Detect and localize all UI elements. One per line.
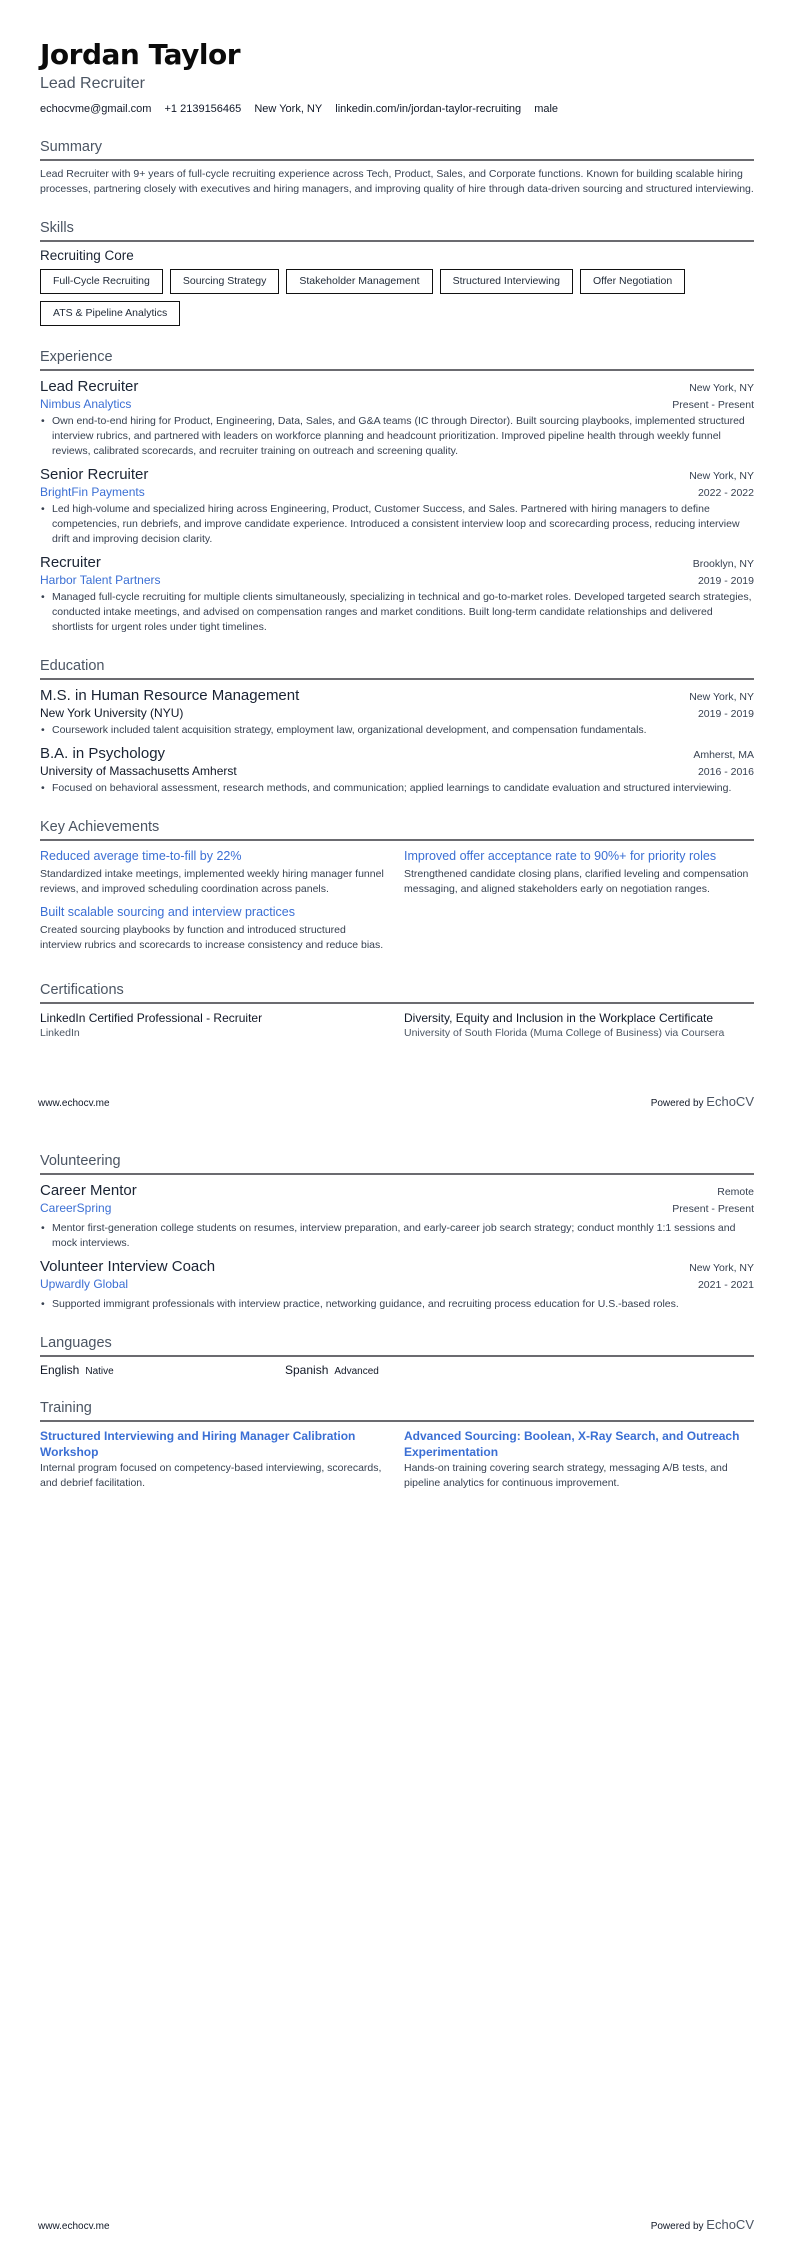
footer-powered-by: Powered by EchoCV	[650, 1094, 754, 1109]
achievement-desc: Strengthened candidate closing plans, clarified leveling and compensation messaging, and aligned stakeholders early on negotiation ranges.	[404, 868, 749, 895]
language-name: Spanish	[285, 1363, 329, 1377]
page-footer	[38, 2217, 754, 2232]
volunteer-dates: 2021 - 2021	[697, 1279, 754, 1291]
candidate-name: Jordan Taylor	[40, 38, 240, 71]
volunteer-org[interactable]: Upwardly Global	[40, 1277, 129, 1291]
contact-gender: male	[534, 103, 559, 115]
achievement-title: Built scalable sourcing and interview practices	[40, 905, 295, 919]
section-title: Training	[40, 1399, 754, 1422]
footer-brand[interactable]: EchoCV	[706, 2217, 754, 2232]
school-name: University of Massachusetts Amherst	[40, 764, 237, 778]
languages-section	[40, 1334, 754, 1377]
job-dates: 2022 - 2022	[697, 487, 754, 499]
volunteer-role: Career Mentor	[40, 1182, 137, 1199]
skill-tag: Structured Interviewing	[440, 269, 573, 294]
contact-location: New York, NY	[254, 103, 323, 115]
skill-tag: Full-Cycle Recruiting	[40, 269, 163, 294]
school-dates: 2016 - 2016	[697, 766, 754, 778]
section-title: Summary	[40, 138, 754, 161]
page-footer	[38, 1094, 754, 1109]
volunteer-bullet: • Supported immigrant professionals with interview practice, networking guidance, and recruiting process education for U.S.-based roles.	[40, 1297, 754, 1312]
volunteer-entry	[40, 1181, 754, 1251]
volunteer-dates: Present - Present	[672, 1203, 754, 1215]
footer-brand[interactable]: EchoCV	[706, 1094, 754, 1109]
school-name: New York University (NYU)	[40, 706, 184, 720]
volunteer-org[interactable]: CareerSpring	[40, 1201, 112, 1215]
summary-text: Lead Recruiter with 9+ years of full-cycle recruiting experience across Tech, Product, Sales, and Corporate functions. Known for building scalable hiring processes, partnering closely with executives and hiring managers, and improving quality of hire through data-driven sourcing and structured interviewing.	[40, 168, 754, 195]
section-title: Certifications	[40, 981, 754, 1004]
footer-website[interactable]: www.echocv.me	[38, 2221, 110, 2232]
skill-tags	[40, 269, 754, 326]
language-level: Native	[85, 1366, 114, 1377]
contact-email[interactable]: echocvme@gmail.com	[40, 103, 152, 115]
education-bullet: • Focused on behavioral assessment, research methods, and communication; applied learnings to candidate evaluation and structured interviewing.	[40, 781, 754, 796]
certification-item	[404, 1010, 754, 1041]
certification-issuer: LinkedIn	[40, 1027, 80, 1039]
training-item	[40, 1428, 390, 1491]
section-title: Key Achievements	[40, 818, 754, 841]
section-title: Languages	[40, 1334, 754, 1357]
skills-section	[40, 219, 754, 326]
job-location: New York, NY	[689, 382, 754, 394]
volunteer-role: Volunteer Interview Coach	[40, 1258, 216, 1275]
certification-title: Diversity, Equity and Inclusion in the Workplace Certificate	[404, 1011, 714, 1025]
section-title: Volunteering	[40, 1152, 754, 1175]
training-item	[404, 1428, 754, 1491]
training-desc: Hands-on training covering search strategy, messaging A/B tests, and pipeline analytics for continuous improvement.	[404, 1462, 728, 1489]
section-title: Education	[40, 657, 754, 680]
volunteer-location: New York, NY	[689, 1262, 754, 1274]
language-item	[285, 1363, 530, 1377]
education-entry	[40, 686, 754, 738]
volunteering-section	[40, 1152, 754, 1312]
training-title: Advanced Sourcing: Boolean, X-Ray Search, and Outreach Experimentation	[404, 1429, 740, 1459]
job-company[interactable]: Nimbus Analytics	[40, 397, 132, 411]
footer-powered-by: Powered by EchoCV	[650, 2217, 754, 2232]
certifications-section	[40, 981, 754, 1041]
education-entry	[40, 744, 754, 796]
job-bullet: • Led high-volume and specialized hiring across Engineering, Product, Customer Success, and Sales. Partnered with hiring managers to define competencies, run debriefs, and improve candidate experience. Introduced a consistent interview loop and scorecarding process, reducing interview drift and improving decision clarity.	[40, 502, 754, 547]
school-dates: 2019 - 2019	[697, 708, 754, 720]
job-bullet: • Managed full-cycle recruiting for multiple clients simultaneously, specializing in technical and go-to-market roles. Developed targeted search strategies, conducted intake meetings, and advised on compensation ranges and market conditions. Built long-term candidate relationships and delivered shortlists for urgent roles under tight timelines.	[40, 590, 754, 635]
training-title: Structured Interviewing and Hiring Manager Calibration Workshop	[40, 1429, 356, 1459]
language-item	[40, 1363, 285, 1377]
achievement-desc: Standardized intake meetings, implemented weekly hiring manager funnel reviews, and improved scheduling coordination across panels.	[40, 868, 384, 895]
section-title: Experience	[40, 348, 754, 371]
achievement-item	[40, 847, 390, 897]
achievements-section	[40, 818, 754, 959]
section-title: Skills	[40, 219, 754, 242]
job-company[interactable]: Harbor Talent Partners	[40, 573, 161, 587]
achievement-title: Reduced average time-to-fill by 22%	[40, 849, 242, 863]
education-bullet: • Coursework included talent acquisition strategy, employment law, organizational development, and compensation fundamentals.	[40, 723, 754, 738]
achievement-item	[40, 903, 390, 953]
job-role: Senior Recruiter	[40, 466, 149, 483]
experience-section	[40, 348, 754, 635]
skill-tag: ATS & Pipeline Analytics	[40, 301, 180, 326]
skill-tag: Offer Negotiation	[580, 269, 685, 294]
language-name: English	[40, 1363, 80, 1377]
footer-website[interactable]: www.echocv.me	[38, 1098, 110, 1109]
experience-entry	[40, 553, 754, 635]
contact-line	[40, 102, 754, 116]
job-role: Lead Recruiter	[40, 378, 139, 395]
contact-phone[interactable]: +1 2139156465	[164, 103, 242, 115]
school-location: New York, NY	[689, 691, 754, 703]
skill-group-title: Recruiting Core	[40, 248, 134, 263]
job-bullet: • Own end-to-end hiring for Product, Engineering, Data, Sales, and G&A teams (IC through Director). Built sourcing playbooks, implemented structured interview rubrics, and partnered with leaders on workforce planning and headcount prioritization. Improved pipeline health through weekly funnel reviews, calibrated scorecards, and recruiter training on outreach and screening quality.	[40, 414, 754, 459]
volunteer-bullet: • Mentor first-generation college students on resumes, interview preparation, and early-career job search strategy; conduct monthly 1:1 sessions and mock interviews.	[40, 1221, 754, 1251]
degree: B.A. in Psychology	[40, 745, 166, 762]
job-dates: Present - Present	[672, 399, 754, 411]
education-section	[40, 657, 754, 796]
certification-title: LinkedIn Certified Professional - Recruiter	[40, 1011, 263, 1025]
resume-page-2	[0, 1123, 794, 2246]
language-level: Advanced	[334, 1366, 379, 1377]
school-location: Amherst, MA	[693, 749, 754, 761]
certification-item	[40, 1010, 390, 1041]
certification-issuer: University of South Florida (Muma College of Business) via Coursera	[404, 1027, 725, 1039]
job-location: Brooklyn, NY	[692, 558, 754, 570]
achievement-desc: Created sourcing playbooks by function and introduced structured interview rubrics and scorecards to increase consistency and reduce bias.	[40, 924, 384, 951]
contact-linkedin[interactable]: linkedin.com/in/jordan-taylor-recruiting	[335, 103, 522, 115]
training-desc: Internal program focused on competency-based interviewing, scorecards, and debrief facilitation.	[40, 1462, 382, 1489]
training-section	[40, 1399, 754, 1491]
experience-entry	[40, 377, 754, 459]
job-location: New York, NY	[689, 470, 754, 482]
candidate-title: Lead Recruiter	[40, 75, 145, 92]
skill-tag: Sourcing Strategy	[170, 269, 279, 294]
summary-section	[40, 138, 754, 197]
job-dates: 2019 - 2019	[697, 575, 754, 587]
achievement-item	[404, 847, 754, 897]
volunteer-entry	[40, 1257, 754, 1312]
volunteer-location: Remote	[717, 1186, 754, 1198]
job-company[interactable]: BrightFin Payments	[40, 485, 145, 499]
achievement-title: Improved offer acceptance rate to 90%+ for priority roles	[404, 849, 717, 863]
experience-entry	[40, 465, 754, 547]
job-role: Recruiter	[40, 554, 101, 571]
degree: M.S. in Human Resource Management	[40, 687, 300, 704]
skill-tag: Stakeholder Management	[286, 269, 432, 294]
